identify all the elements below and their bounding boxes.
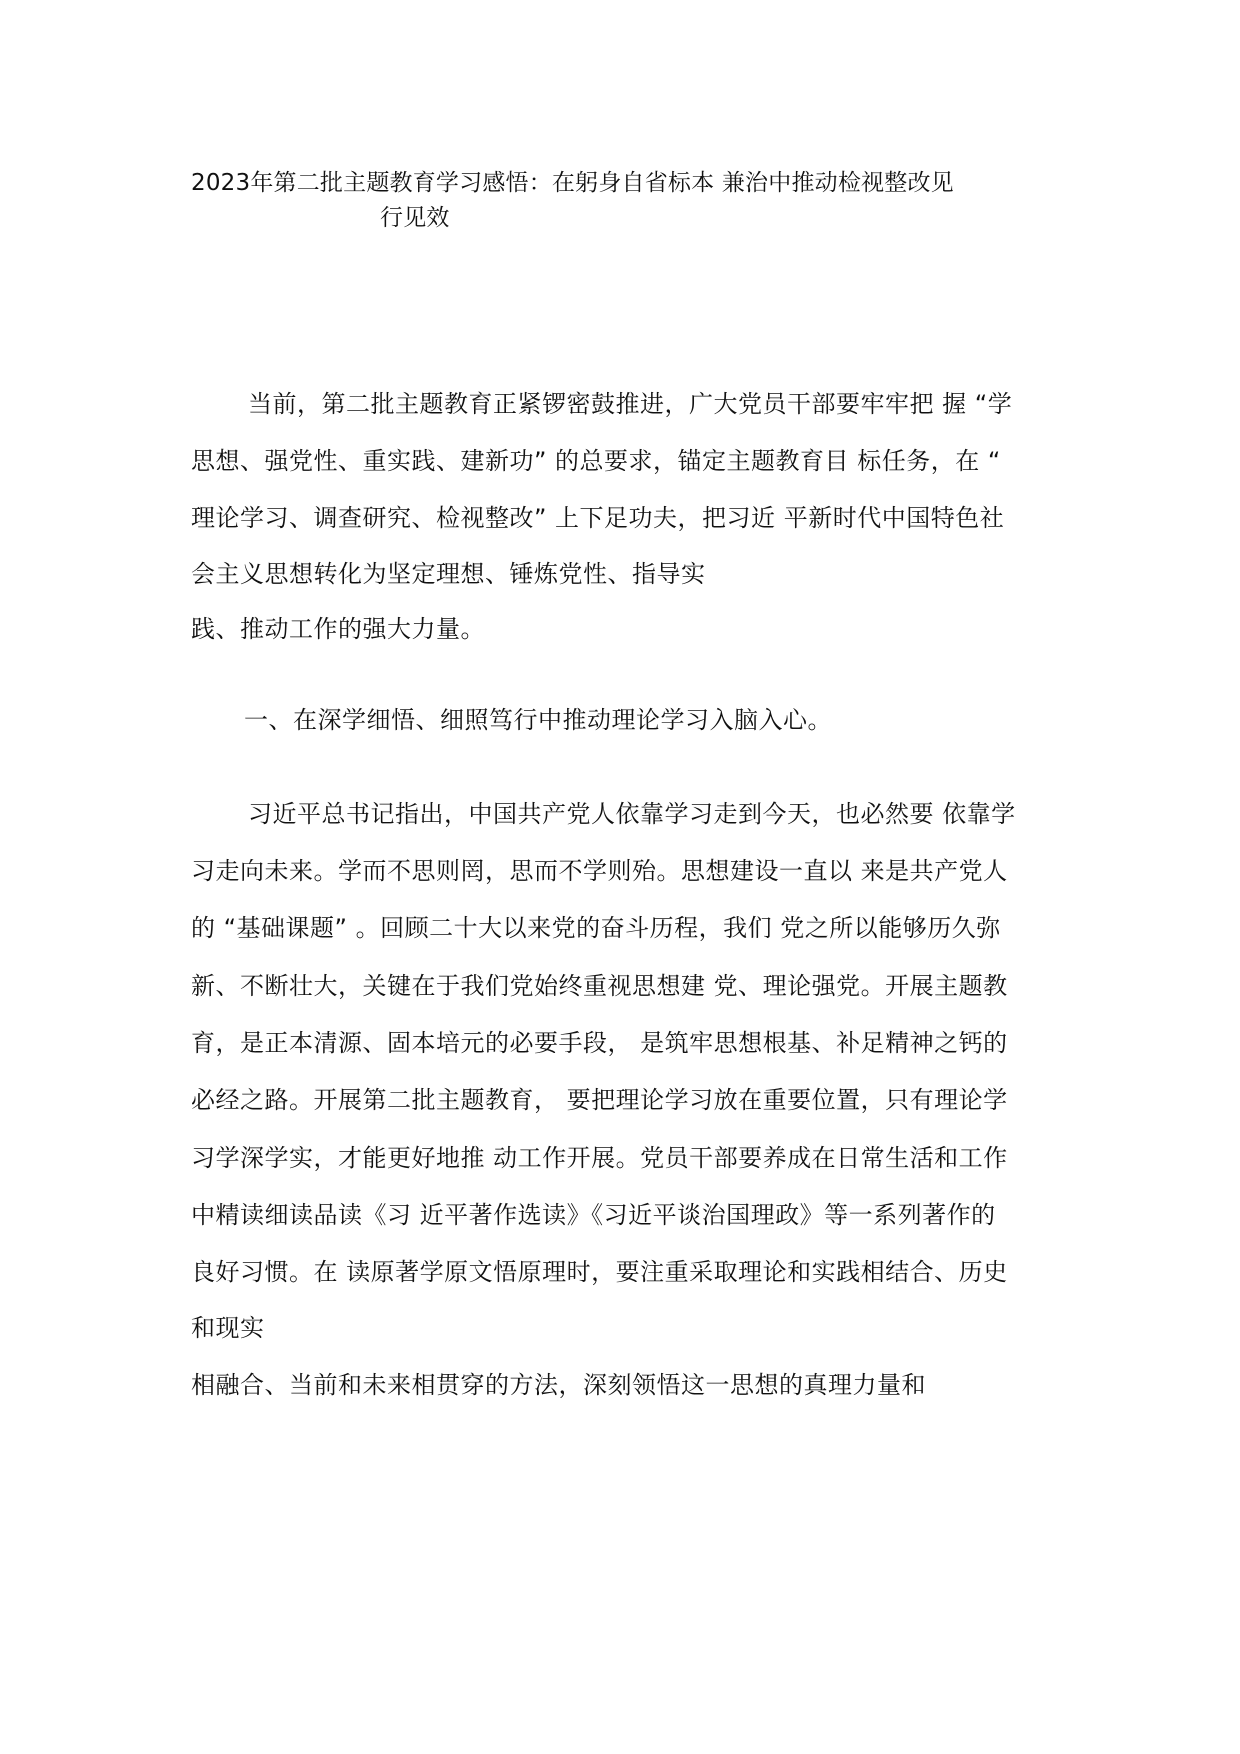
paragraph-1-line-1: 当前，第二批主题教育正紧锣密鼓推进，广大党员干部要牢牢把 握 “学 (248, 390, 1013, 418)
paragraph-1-line-2: 思想、强党性、重实践、建新功” 的总要求，锚定主题教育目 标任务，在 “ (191, 447, 1001, 475)
paragraph-2-line-5: 育，是正本清源、固本培元的必要手段， 是筑牢思想根基、补足精神之钙的 (191, 1029, 1008, 1057)
paragraph-1-line-5: 践、推动工作的强大力量。 (191, 615, 485, 643)
paragraph-2-line-1: 习近平总书记指出，中国共产党人依靠学习走到今天，也必然要 依靠学 (248, 800, 1016, 828)
paragraph-2-line-8: 中精读细读品读《习 近平著作选读》《习近平谈治国理政》等一系列著作的 (191, 1201, 996, 1229)
paragraph-2-line-6: 必经之路。开展第二批主题教育， 要把理论学习放在重要位置，只有理论学 (191, 1086, 1008, 1114)
document-title-line-1: 2023年第二批主题教育学习感悟：在躬身自省标本 兼治中推动检视整改见 (191, 170, 954, 196)
paragraph-2-line-4: 新、不断壮大，关键在于我们党始终重视思想建 党、理论强党。开展主题教 (191, 972, 1008, 1000)
paragraph-1-line-3: 理论学习、调查研究、检视整改” 上下足功夫，把习近 平新时代中国特色社 (191, 504, 1005, 532)
section-heading: 一、在深学细悟、细照笃行中推动理论学习入脑入心。 (244, 706, 832, 734)
paragraph-2-line-3: 的 “基础课题” 。回顾二十大以来党的奋斗历程，我们 党之所以能够历久弥 (191, 914, 1001, 942)
paragraph-1-line-4: 会主义思想转化为坚定理想、锤炼党性、指导实 (191, 560, 706, 588)
document-title-line-2: 行见效 (380, 205, 450, 231)
paragraph-2-line-10: 和现实 (191, 1314, 265, 1342)
paragraph-2-line-7: 习学深学实，才能更好地推 动工作开展。党员干部要养成在日常生活和工作 (191, 1144, 1008, 1172)
paragraph-2-line-2: 习走向未来。学而不思则罔，思而不学则殆。思想建设一直以 来是共产党人 (191, 857, 1008, 885)
paragraph-2-line-9: 良好习惯。在 读原著学原文悟原理时，要注重采取理论和实践相结合、历史 (191, 1258, 1008, 1286)
paragraph-2-line-11: 相融合、当前和未来相贯穿的方法，深刻领悟这一思想的真理力量和 (191, 1371, 926, 1399)
